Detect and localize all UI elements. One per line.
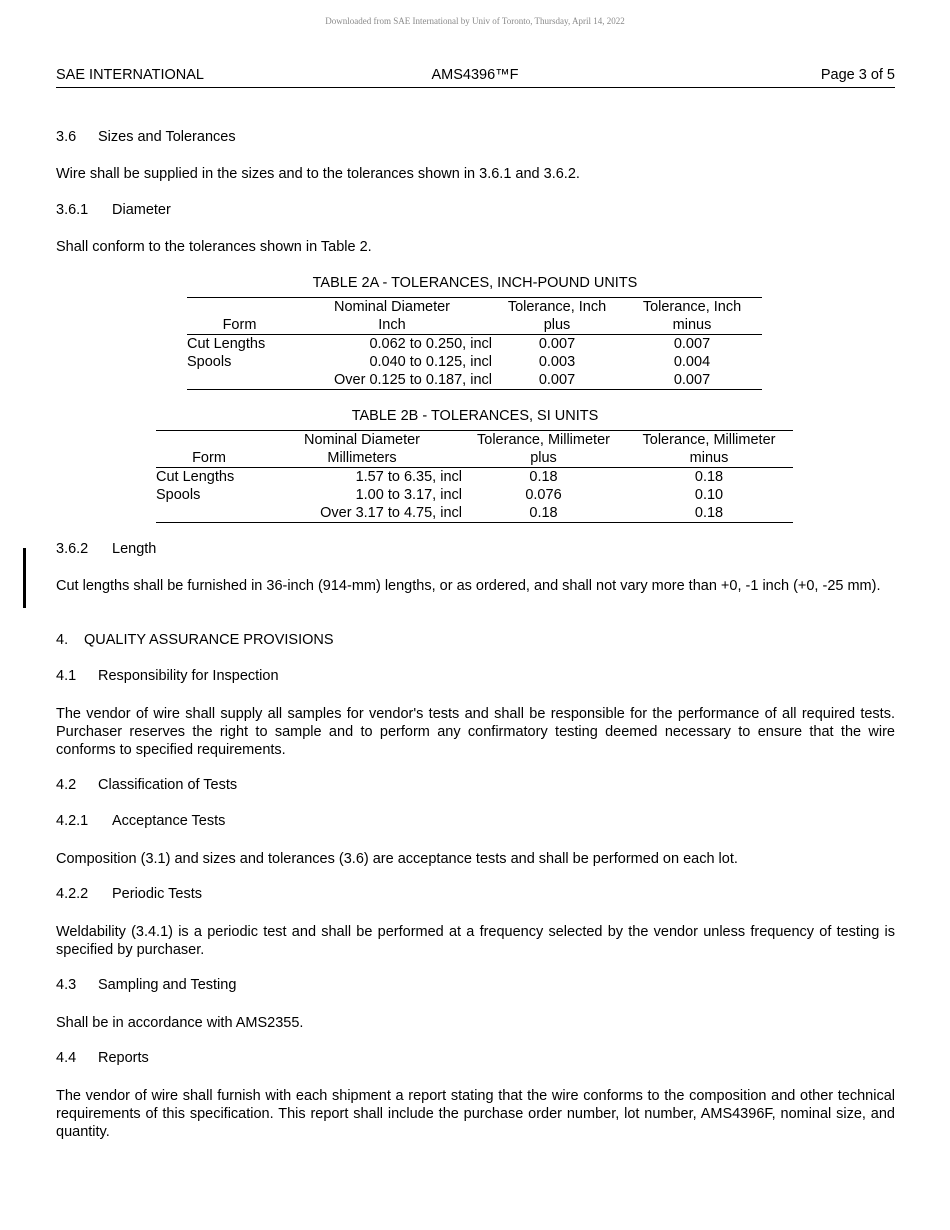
table-row (187, 353, 762, 371)
table-cell: 0.18 (625, 504, 793, 523)
table-2b (156, 430, 793, 523)
table-header-cell: Form (187, 316, 292, 335)
table-cell: 0.007 (492, 371, 622, 390)
paragraph-4-4: The vendor of wire shall furnish with each shipment a report stating that the wire conforms to the composition and other technical requirements of this specification. This report shall include the purchase order number, lot number, AMS4396F, nominal size, and quantity. (56, 1088, 895, 1140)
table-cell: Cut Lengths (187, 336, 266, 352)
section-title: Sampling and Testing (98, 977, 237, 993)
table-header-cell: Tolerance, Millimeter (625, 431, 793, 450)
table-header-cell: Tolerance, Inch (622, 298, 762, 317)
table-header-cell (156, 431, 262, 450)
heading-4-2-1 (56, 813, 225, 829)
table-header-cell: Tolerance, Millimeter (462, 431, 625, 450)
table-cell: 0.007 (622, 371, 762, 390)
section-title: Acceptance Tests (112, 813, 226, 829)
paragraph-4-2-1: Composition (3.1) and sizes and tolerances (3.6) are acceptance tests and shall be performed on each lot. (56, 851, 738, 867)
section-number: 4.2.1 (56, 813, 89, 829)
header-page-number: Page 3 of 5 (820, 67, 895, 83)
table-cell: 0.18 (694, 469, 724, 485)
paragraph-4-1: The vendor of wire shall supply all samples for vendor's tests and shall be responsible for the performance of all required tests. Purchaser reserves the right to sample and to perform any confirmatory testing deemed necessary to ensure that the wire conforms to specified requirements. (56, 706, 895, 758)
table-row (156, 468, 793, 487)
section-number: 4.1 (56, 668, 77, 684)
table-2a (187, 297, 762, 390)
table-cell: 0.076 (525, 487, 562, 503)
section-title: Length (112, 541, 157, 557)
table-cell: Over 0.125 to 0.187, incl (292, 371, 492, 390)
heading-3-6-1 (56, 202, 171, 218)
table-row (156, 504, 793, 523)
table-header-cell: minus (625, 449, 793, 468)
section-number: 3.6.1 (56, 202, 89, 218)
table-cell (187, 371, 292, 390)
table-cell: 1.00 to 3.17, incl (355, 487, 462, 503)
paragraph-3-6-1: Shall conform to the tolerances shown in Table 2. (56, 239, 372, 255)
header-organization: SAE INTERNATIONAL (56, 67, 204, 83)
section-number: 4.3 (56, 977, 77, 993)
table-header-cell: Nominal Diameter (262, 431, 462, 450)
table-2b-caption: TABLE 2B - TOLERANCES, SI UNITS (351, 408, 599, 424)
table-cell: 0.10 (694, 487, 724, 503)
table-cell: 0.040 to 0.125, incl (369, 354, 492, 370)
table-cell: Spools (187, 354, 232, 370)
table-header-cell (187, 298, 292, 317)
table-cell: 1.57 to 6.35, incl (355, 469, 462, 485)
paragraph-4-2-2: Weldability (3.4.1) is a periodic test and shall be performed at a frequency selected by the vendor unless frequency of testing is specified by purchaser. (56, 924, 895, 958)
table-cell: Spools (156, 487, 201, 503)
section-title: Periodic Tests (112, 886, 202, 902)
section-title: QUALITY ASSURANCE PROVISIONS (84, 632, 334, 648)
heading-4-3 (56, 977, 236, 993)
table-cell (156, 504, 262, 523)
heading-4-1 (56, 668, 279, 684)
table-cell: 0.18 (462, 504, 625, 523)
section-title: Sizes and Tolerances (98, 129, 236, 145)
table-cell: Over 3.17 to 4.75, incl (262, 504, 462, 523)
table-row (156, 486, 793, 504)
section-title: Reports (98, 1050, 149, 1066)
header-document-number: AMS4396™F (431, 67, 519, 83)
table-header-cell: Inch (292, 316, 492, 335)
section-number: 3.6 (56, 129, 77, 145)
section-title: Diameter (112, 202, 171, 218)
section-title: Responsibility for Inspection (98, 668, 279, 684)
heading-4 (56, 632, 334, 648)
table-row (187, 371, 762, 390)
heading-4-4 (56, 1050, 149, 1066)
heading-3-6-2 (56, 541, 156, 557)
table-header-cell: Millimeters (262, 449, 462, 468)
table-header-cell: Form (156, 449, 262, 468)
table-cell: 0.004 (673, 354, 711, 370)
table-cell: Cut Lengths (156, 469, 235, 485)
table-header-cell: plus (492, 316, 622, 335)
paragraph-4-3: Shall be in accordance with AMS2355. (56, 1015, 304, 1031)
header-rule (56, 87, 895, 88)
section-number: 3.6.2 (56, 541, 89, 557)
download-note: Downloaded from SAE International by Univ of Toronto, Thursday, April 14, 2022 (325, 16, 625, 26)
table-header-cell: plus (462, 449, 625, 468)
table-header-cell: Nominal Diameter (292, 298, 492, 317)
heading-4-2-2 (56, 886, 202, 902)
heading-3-6 (56, 129, 236, 145)
paragraph-3-6: Wire shall be supplied in the sizes and to the tolerances shown in 3.6.1 and 3.6.2. (56, 166, 580, 182)
section-number: 4.2.2 (56, 886, 89, 902)
table-row (187, 335, 762, 354)
table-cell: 0.062 to 0.250, incl (369, 336, 492, 352)
paragraph-3-6-2: Cut lengths shall be furnished in 36-inch (914-mm) lengths, or as ordered, and shall not vary more than +0, -1 inch (+0, -25 mm). (56, 578, 881, 594)
table-2a-caption: TABLE 2A - TOLERANCES, INCH-POUND UNITS (312, 275, 638, 291)
table-cell: 0.007 (538, 336, 576, 352)
table-cell: 0.003 (538, 354, 576, 370)
table-cell: 0.18 (529, 469, 558, 485)
section-number: 4.4 (56, 1050, 77, 1066)
section-title: Classification of Tests (98, 777, 238, 793)
table-header-cell: minus (622, 316, 762, 335)
table-header-cell: Tolerance, Inch (492, 298, 622, 317)
section-number: 4.2 (56, 777, 77, 793)
section-number: 4. (56, 632, 69, 648)
revision-change-bar (23, 548, 26, 608)
heading-4-2 (56, 777, 237, 793)
table-cell: 0.007 (673, 336, 711, 352)
